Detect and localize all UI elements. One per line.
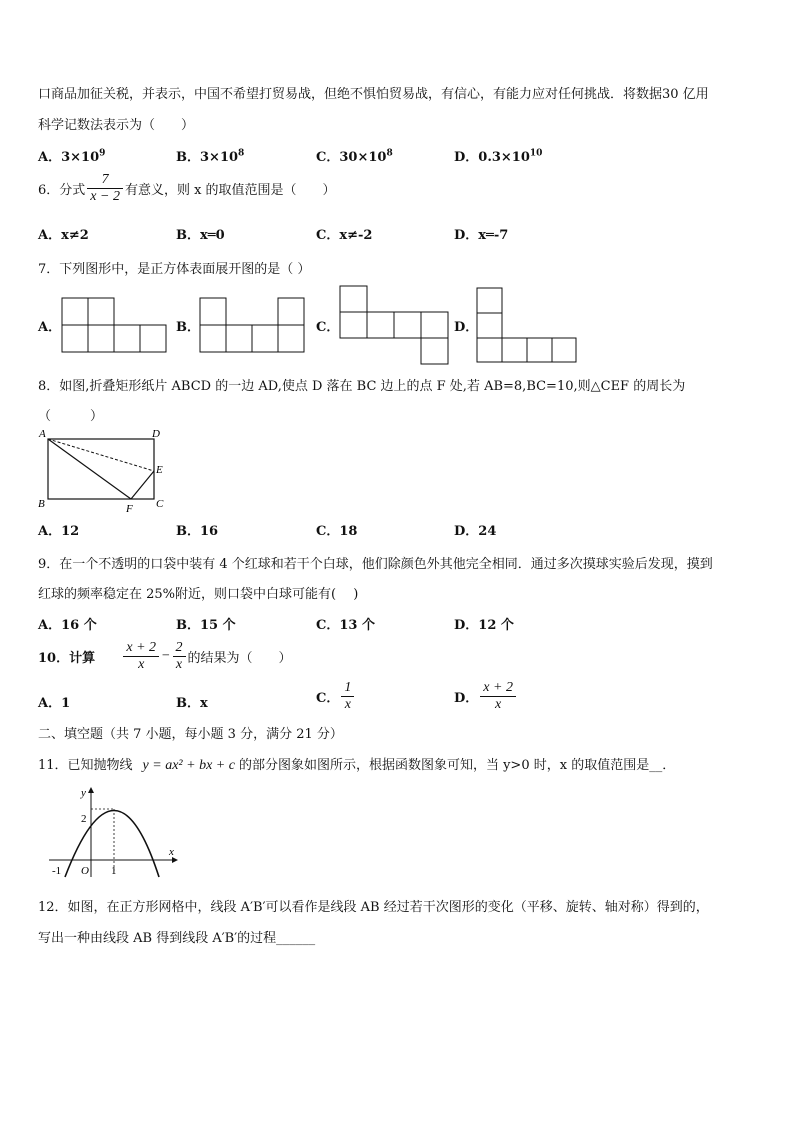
q6-option-c: C．x≠-2 [316,228,373,243]
q5-option-b: B．$3\times 10^8$ [176,148,245,165]
q11-label-origin: O [81,865,89,877]
q6-fraction: $\frac{7}{x - 2}$ [87,172,123,205]
q11-label-y: y [81,787,86,799]
q7-stem: 7．下列图形中，是正方体表面展开图的是（ ） [38,262,311,277]
q7-net-b [200,298,304,352]
q8-option-d: D．24 [454,524,497,539]
q11-stem: 11．已知抛物线 y = ax² + bx + c 的部分图象如图所示，根据函数图象可知，当 y>0 时，x 的取值范围是__． [38,758,676,773]
q8-label-d: D [152,428,160,440]
q5-line2: 科学记数法表示为（ ） [38,118,195,133]
q8-label-b: B [38,498,45,510]
q8-line1: 8．如图,折叠矩形纸片 ABCD 的一边 AD,使点 D 落在 BC 边上的点 F 处,若 AB=8,BC=10,则△CEF 的周长为 [38,379,686,394]
q6-option-d: D．x═-7 [454,228,509,243]
q10-option-b: B．x [176,696,208,711]
q5-line1: 口商品加征关税，并表示，中国不希望打贸易战，但绝不惧怕贸易战，有信心，有能力应对任何挑战．将数据30 亿用 [38,87,709,102]
q7-net-c [340,286,448,364]
q9-option-c: C．13 个 [316,618,375,633]
q5-option-d: D．$0.3\times 10^{10}$ [454,148,543,165]
q11-label-neg-one: -1 [52,865,62,877]
q6-option-a: A．x≠2 [38,228,89,243]
q7-label-d: D． [454,320,479,335]
q8-label-f: F [126,503,133,515]
q9-option-a: A．16 个 [38,618,97,633]
q5-option-a: A．$3\times 10^9$ [38,148,106,165]
q5-option-c: C．$30\times 10^8$ [316,148,393,165]
q10-fraction-2: $\frac{2}{x}$ [173,640,186,673]
q8-option-a: A．12 [38,524,80,539]
q8-label-c: C [156,498,164,510]
q7-net-d [477,288,576,362]
q8-label-e: E [156,464,163,476]
q8-option-b: B．16 [176,524,219,539]
q7-net-figures [0,280,794,370]
q11-label-x: x [169,846,174,858]
q12-line1: 12．如图，在正方形网格中，线段 A′B′可以看作是线段 AB 经过若干次图形的变化（平移、旋转、轴对称）得到的， [38,900,709,915]
q11-label-one: 1 [111,865,117,877]
q7-net-a [62,298,166,352]
q11-label-two: 2 [81,813,87,825]
q9-option-d: D．12 个 [454,618,514,633]
q8-label-a: A [39,428,46,440]
q10-fraction-1: $\frac{x + 2}{x}$ [123,640,159,673]
q12-line2: 写出一种由线段 AB 得到线段 A′B′的过程______ [38,931,316,946]
q8-figure [30,425,180,515]
q10-option-c: C． $\frac{1}{x}$ [316,680,356,713]
q7-label-c: C． [316,320,340,335]
q6-option-b: B．x═0 [176,228,225,243]
q10-option-a: A．1 [38,696,71,711]
q9-line1: 9．在一个不透明的口袋中装有 4 个红球和若干个白球，他们除颜色外其他完全相同．通过多次摸球实验后发现，摸到 [38,557,713,572]
q11-parabola-graph [45,782,185,882]
q6-stem: 6．分式 $\frac{7}{x - 2}$ 有意义，则 x 的取值范围是（ ） [38,172,336,204]
q7-label-a: A． [38,320,62,335]
q8-option-c: C．18 [316,524,358,539]
section-heading: 二、填空题（共 7 小题，每小题 3 分，满分 21 分） [38,727,343,742]
q8-line2: （ ） [38,409,104,424]
q7-label-b: B． [176,320,200,335]
q10-option-d: D． $\frac{x + 2}{x}$ [454,680,518,713]
q10-stem: 10．计算 $\frac{x + 2}{x}$ − $\frac{2}{x}$ 的结果为（ ） [38,640,292,672]
q9-line2: 红球的频率稳定在 25%附近，则口袋中白球可能有( ) [38,587,359,602]
q9-option-b: B．15 个 [176,618,236,633]
